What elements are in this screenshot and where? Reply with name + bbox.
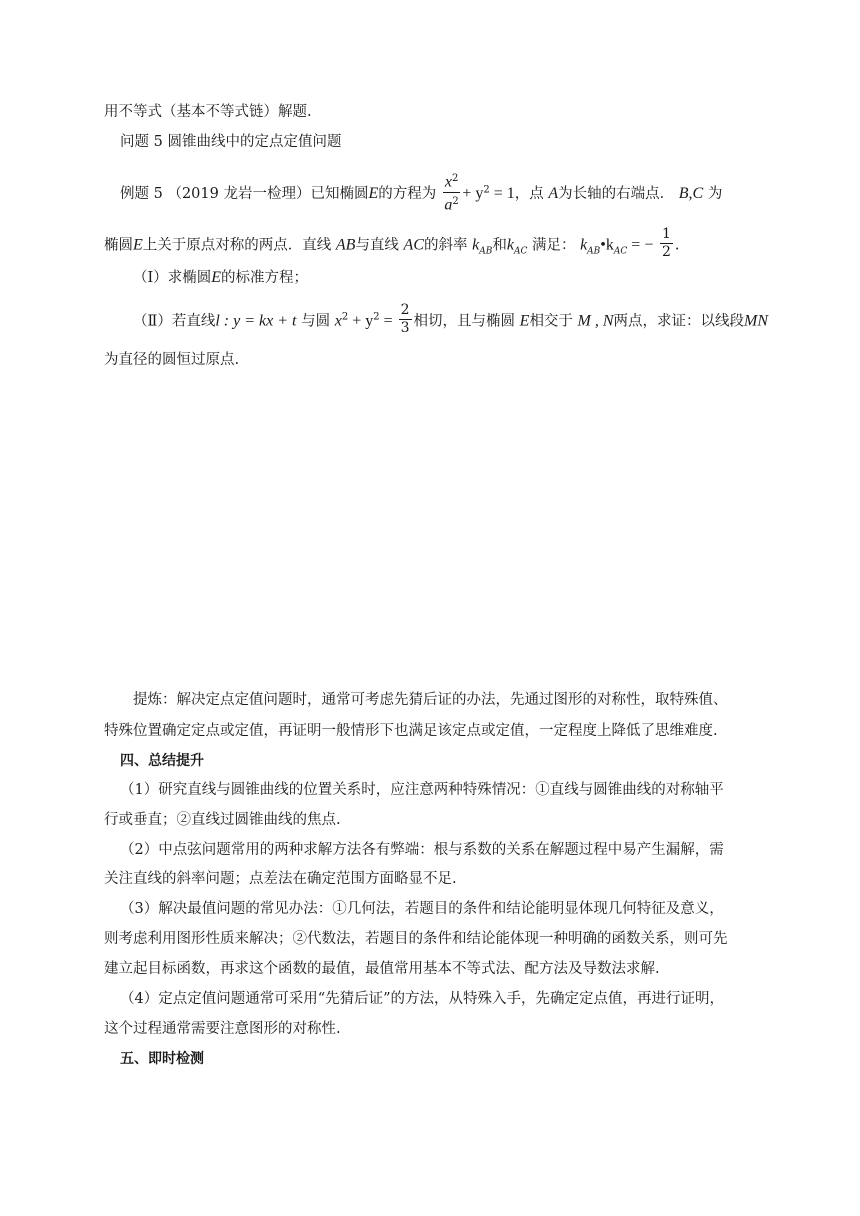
ellipse-fraction: $\frac{x^2}{a^2}$ xyxy=(443,170,460,214)
point-2-cont: 关注直线的斜率问题；点差法在确定范围方面略显不足. xyxy=(104,871,457,887)
point-4-cont: 这个过程通常需要注意图形的对称性. xyxy=(104,1021,341,1037)
point-3-cont-2: 建立起目标函数，再求这个函数的最值，最值常用基本不等式法、配方法及导数法求解. xyxy=(104,961,660,977)
point-4: （4）定点定值问题通常可采用“先猜后证”的方法，从特殊入手，先确定定点值，再进行证明， xyxy=(120,991,725,1007)
half-fraction: $\frac{1}{2}$ xyxy=(661,226,671,260)
example-line-2: 椭圆E上关于原点对称的两点．直线 AB与直线 AC的斜率 $k_{AB}$和$k_{AC}$ 满足： $k_{AB}•k_{AC}$ = − $\frac{1}{2}$ . xyxy=(104,226,680,260)
text-line: 用不等式（基本不等式链）解题. xyxy=(104,104,312,120)
point-2: （2）中点弦问题常用的两种求解方法各有弊端：根与系数的关系在解题过程中易产生漏解，需 xyxy=(120,842,724,858)
problem-heading: 问题 5 圆锥曲线中的定点定值问题 xyxy=(120,134,342,150)
point-1-cont: 行或垂直；②直线过圆锥曲线的焦点. xyxy=(104,812,341,828)
question-2: （Ⅱ）若直线l : y = kx + t 与圆 $x^2 + y^2$ = $\frac{2}{3}$ 相切，且与椭圆 E相交于 M , N两点，求证：以线段MN xyxy=(133,302,769,336)
point-3-cont: 则考虑利用图形性质来解决；②代数法，若题目的条件和结论能体现一种明确的函数关系，则可先 xyxy=(104,931,728,947)
text-line: 为直径的圆恒过原点. xyxy=(104,352,240,368)
point-3: （3）解决最值问题的常见办法：①几何法，若题目的条件和结论能明显体现几何特征及意义， xyxy=(120,901,724,917)
section-heading-5: 五、即时检测 xyxy=(120,1051,204,1067)
summary-note-2: 特殊位置确定定点或定值，再证明一般情形下也满足该定点或定值，一定程度上降低了思维难度. xyxy=(104,723,718,739)
summary-note: 提炼：解决定点定值问题时，通常可考虑先猜后证的办法，先通过图形的对称性，取特殊值、 xyxy=(133,692,728,708)
question-1: （Ⅰ）求椭圆E的标准方程； xyxy=(133,269,309,286)
point-1: （1）研究直线与圆锥曲线的位置关系时，应注意两种特殊情况：①直线与圆锥曲线的对称轴平 xyxy=(120,782,724,798)
section-heading-4: 四、总结提升 xyxy=(120,753,204,769)
radius-fraction: $\frac{2}{3}$ xyxy=(400,302,410,336)
example-line: 例题 5 （2019 龙岩一检理）已知椭圆E的方程为 $\frac{x^2}{a^2}$ + $y^2 = 1$，点 A为长轴的右端点． B,C 为 xyxy=(120,172,722,216)
